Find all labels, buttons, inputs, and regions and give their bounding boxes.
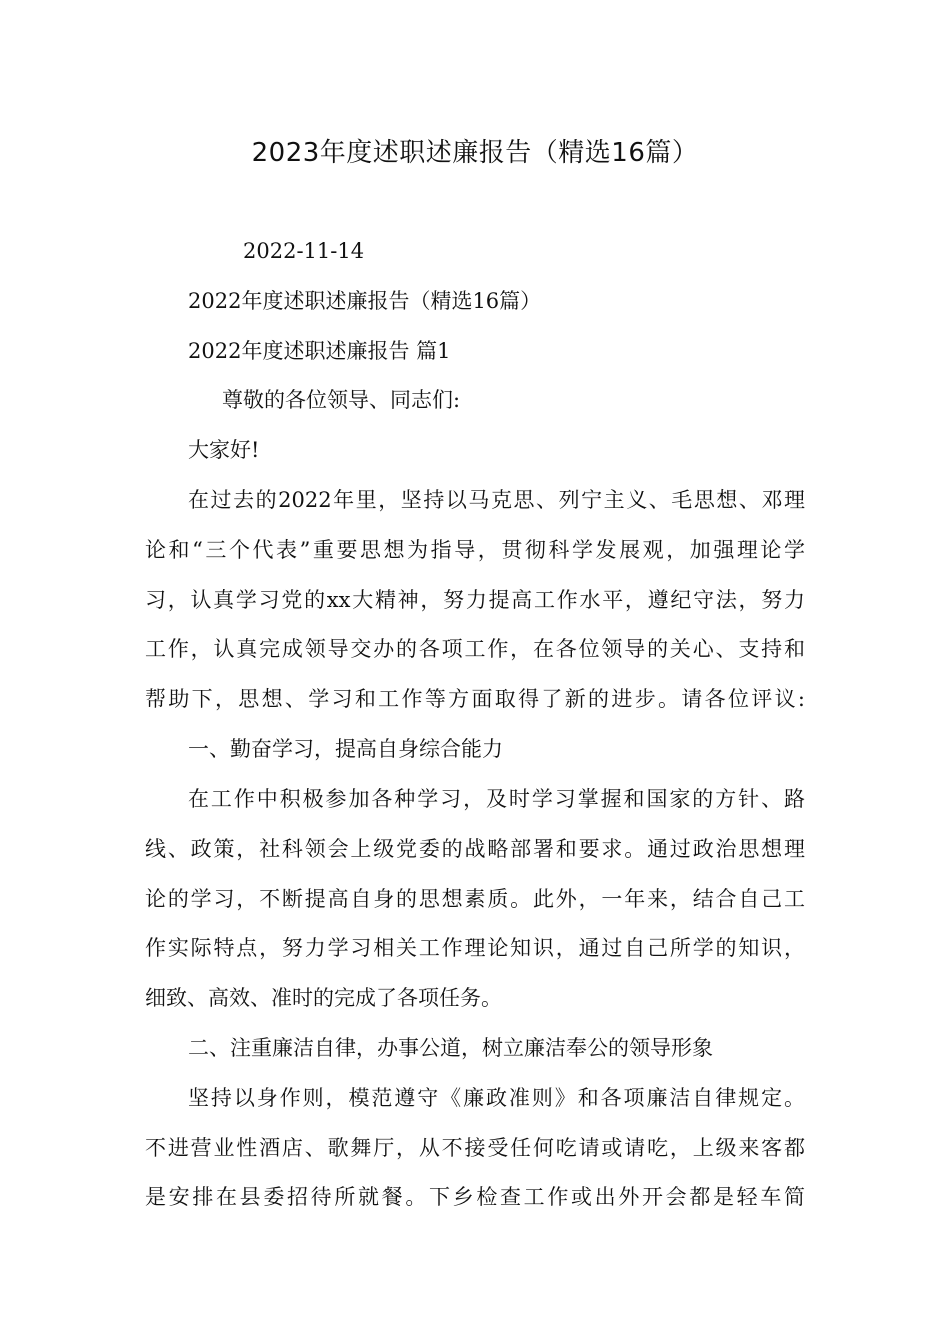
paragraph-line: 是安排在县委招待所就餐。下乡检查工作或出外开会都是轻车简 <box>145 1185 805 1209</box>
paragraph-line: 论和“三个代表”重要思想为指导，贯彻科学发展观，加强理论学 <box>145 538 805 562</box>
paragraph-line: 在过去的2022年里，坚持以马克思、列宁主义、毛思想、邓理 <box>188 488 805 512</box>
paragraph-line: 细致、高效、准时的完成了各项任务。 <box>145 986 502 1010</box>
paragraph-line: 论的学习，不断提高自身的思想素质。此外，一年来，结合自己工 <box>145 887 805 911</box>
greeting: 大家好! <box>188 438 260 462</box>
paragraph-line: 作实际特点，努力学习相关工作理论知识，通过自己所学的知识， <box>145 936 805 960</box>
paragraph-line: 坚持以身作则，模范遵守《廉政准则》和各项廉洁自律规定。 <box>188 1086 805 1110</box>
document-date: 2022-11-14 <box>243 239 365 263</box>
document-subtitle: 2022年度述职述廉报告（精选16篇） <box>188 289 542 313</box>
document-title: 2023年度述职述廉报告（精选16篇） <box>251 138 699 168</box>
paragraph-line: 线、政策，社科领会上级党委的战略部署和要求。通过政治思想理 <box>145 837 805 861</box>
salutation: 尊敬的各位领导、同志们: <box>222 388 461 412</box>
paragraph-line: 工作，认真完成领导交办的各项工作，在各位领导的关心、支持和 <box>145 637 805 661</box>
paragraph-line: 不进营业性酒店、歌舞厅，从不接受任何吃请或请吃，上级来客都 <box>145 1136 805 1160</box>
heading-one: 一、勤奋学习，提高自身综合能力 <box>188 737 503 761</box>
paragraph-line: 习，认真学习党的xx大精神，努力提高工作水平，遵纪守法，努力 <box>145 588 805 612</box>
section-heading: 2022年度述职述廉报告 篇1 <box>188 339 451 363</box>
heading-two: 二、注重廉洁自律，办事公道，树立廉洁奉公的领导形象 <box>188 1036 713 1060</box>
paragraph-line: 在工作中积极参加各种学习，及时学习掌握和国家的方针、路 <box>188 787 805 811</box>
paragraph-line: 帮助下，思想、学习和工作等方面取得了新的进步。请各位评议: <box>145 687 805 711</box>
